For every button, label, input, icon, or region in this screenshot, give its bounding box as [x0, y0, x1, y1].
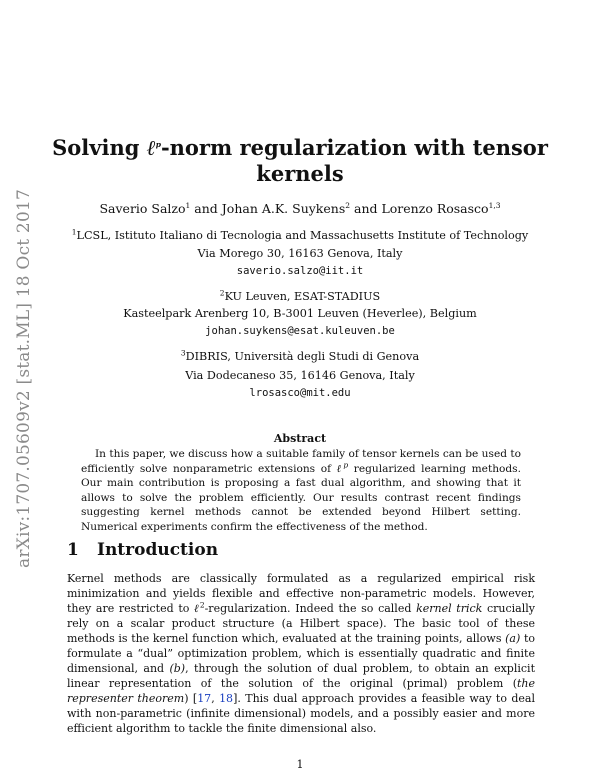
author-name: Lorenzo Rosasco [381, 201, 489, 216]
page-number: 1 [296, 758, 304, 771]
affiliation-mark: 3 [180, 348, 186, 358]
author-affiliation-mark: 1 [185, 200, 191, 210]
affiliation-name: $^2$KU Leuven, ESAT-STADIUS [219, 288, 381, 303]
paper-title [0, 135, 600, 187]
emphasis-representer-theorem: the representer theorem [67, 677, 535, 705]
section-title: Introduction [97, 540, 219, 560]
author-affiliation-mark: 2 [345, 200, 351, 210]
author-email: johan.suykens@esat.kuleuven.be [205, 325, 395, 337]
two-superscript: 2 [199, 600, 205, 610]
author-separator: and [350, 201, 382, 216]
affiliation-address: Kasteelpark Arenberg 10, B-3001 Leuven (Heverlee), Belgium [123, 307, 477, 320]
author-name: Saverio Salzo [99, 201, 186, 216]
title-p-superscript: p [155, 140, 161, 149]
affiliation-name: $^1$LCSL, Istituto Italiano di Tecnologia and Massachusetts Institute of Technology [71, 227, 529, 242]
section-heading-introduction [67, 540, 218, 560]
author-list [0, 201, 600, 216]
item-marker-b: (b) [169, 662, 186, 675]
citation-link[interactable]: 17 [197, 692, 212, 705]
citation-link[interactable]: 18 [219, 692, 234, 705]
p-superscript: p [343, 459, 349, 469]
affiliation-mark: 1 [71, 227, 77, 237]
emphasis-kernel-trick: kernel trick [416, 602, 483, 615]
author-email: saverio.salzo@iit.it [236, 265, 364, 277]
affiliation-address: Via Morego 30, 16163 Genova, Italy [197, 247, 403, 260]
author-name: Johan A.K. Suykens [221, 201, 346, 216]
affiliation-address: Via Dodecaneso 35, 16146 Genova, Italy [185, 369, 415, 382]
affiliation-mark: 2 [219, 288, 225, 298]
author-email: lrosasco@mit.edu [249, 387, 351, 399]
section-number: 1 [67, 540, 79, 560]
ell-symbol: ℓ [336, 462, 344, 475]
title-text: Solving [52, 135, 147, 160]
author-affiliation-mark: 1,3 [488, 200, 501, 210]
ell-symbol: ℓ [194, 602, 200, 615]
introduction-paragraph: Kernel methods are classically formulated as a regularized empirical risk minimization and yields flexible and effective non-parametric models. However, they are restricted to ℓ$^2$-regularization. Indeed the so called kernel trick crucially rely on a scalar product structure (a Hilbert space). The basic tool of these methods is the kernel function which, evaluated at the training points, allows (a) to formulate a “dual” optimization problem, which is essentially quadratic and finite dimensional, and (b), through the solution of dual problem, to obtain an explicit linear representation of the solution of the original (primal) problem (the representer theorem) [17, 18]. This dual approach provides a feasible way to deal with non-parametric (infinite dimensional) models, and a possibly easier and more efficient algorithm to tackle the finite dimensional also. [67, 572, 535, 735]
item-marker-a: (a) [505, 632, 521, 645]
author-separator: and [190, 201, 222, 216]
title-text: -norm regularization with tensor [160, 135, 548, 160]
arxiv-identifier: arXiv:1707.05609v2 [stat.ML] 18 Oct 2017 [14, 189, 34, 568]
abstract-body: In this paper, we discuss how a suitable family of tensor kernels can be used to efficiently solve nonparametric extensions of ℓ$^p$ regularized learning methods. Our main contribution is proposing a fast dual algorithm, and showing that it allows to solve the problem efficiently. Our results contrast recent findings suggesting kernel methods cannot be extended beyond Hilbert setting. Numerical experiments confirm the effectiveness of the method. [81, 448, 521, 533]
abstract-heading: Abstract [273, 432, 327, 445]
title-ell-symbol: ℓ [146, 135, 156, 160]
title-text: kernels [256, 161, 344, 186]
affiliation-name: $^3$DIBRIS, Università degli Studi di Genova [180, 348, 420, 363]
